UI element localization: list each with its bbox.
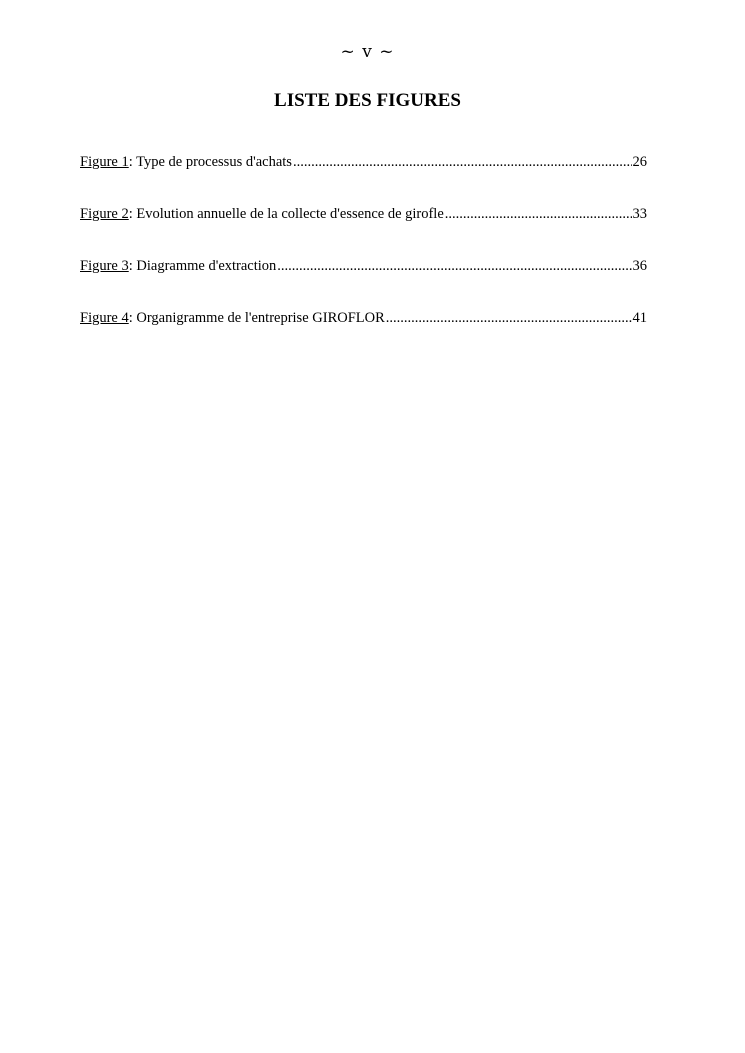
figure-list — [80, 154, 647, 362]
figure-page-number: 36 — [632, 258, 647, 274]
dot-leader — [293, 154, 632, 171]
figure-page-number: 33 — [632, 206, 647, 222]
figure-label[interactable]: Figure 4 — [80, 310, 129, 326]
dot-leader — [445, 206, 632, 223]
figure-caption: : Type de processus d'achats — [128, 154, 292, 170]
dot-leader — [277, 258, 631, 275]
figure-entry-1[interactable] — [80, 154, 647, 206]
figure-page-number: 26 — [632, 154, 647, 170]
figure-entry-3[interactable] — [80, 258, 647, 310]
page-title: LISTE DES FIGURES — [274, 90, 461, 111]
figure-label[interactable]: Figure 2 — [80, 206, 129, 222]
figure-label[interactable]: Figure 3 — [80, 258, 129, 274]
figure-entry-2[interactable] — [80, 206, 647, 258]
page-number: ~ v ~ — [340, 42, 395, 62]
figure-page-number: 41 — [632, 310, 647, 326]
figure-entry-4[interactable] — [80, 310, 647, 362]
figure-label[interactable]: Figure 1 — [80, 154, 129, 170]
figure-caption: : Organigramme de l'entreprise GIROFLOR — [128, 310, 385, 326]
figure-caption: : Diagramme d'extraction — [128, 258, 277, 274]
figure-caption: : Evolution annuelle de la collecte d'essence de girofle — [128, 206, 444, 222]
dot-leader — [386, 310, 632, 327]
